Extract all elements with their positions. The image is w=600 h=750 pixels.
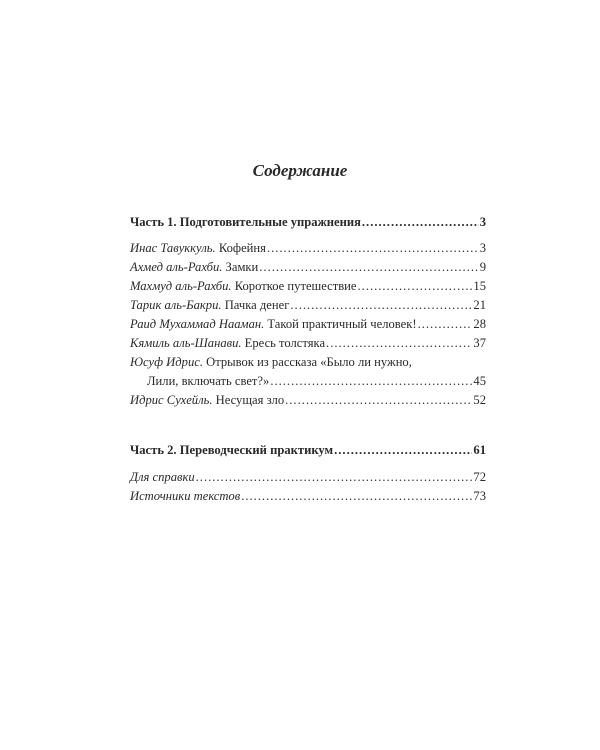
toc-page-number: 9 — [479, 260, 486, 274]
toc-author: Тарик аль-Бакри. — [130, 298, 222, 312]
toc-work: Пачка денег — [221, 298, 290, 312]
toc-section-part1 — [130, 213, 486, 232]
leader-dots — [362, 213, 479, 232]
toc-author: Инас Тавуккуль. — [130, 241, 216, 255]
toc-section-part2 — [130, 441, 486, 460]
leader-dots — [326, 334, 472, 353]
toc-page-number: 15 — [473, 279, 486, 293]
toc-part1-heading[interactable] — [130, 213, 486, 232]
toc-work: Замки — [222, 260, 259, 274]
toc-author: Идрис Сухейль. — [130, 393, 213, 407]
toc-part-label: Часть 1. Подготовительные упражнения — [130, 215, 361, 229]
toc-appendix-label: Для справки — [130, 470, 195, 484]
toc-work: Короткое путешествие — [231, 279, 357, 293]
leader-dots — [418, 315, 473, 334]
toc-page-number: 72 — [473, 470, 486, 484]
toc-page-number: 3 — [479, 215, 486, 229]
toc-part2-heading[interactable] — [130, 441, 486, 460]
toc-appendix-entry[interactable] — [130, 468, 486, 487]
toc-page-number: 52 — [473, 393, 486, 407]
toc-author: Махмуд аль-Рахби. — [130, 279, 232, 293]
leader-dots — [358, 277, 473, 296]
toc-author: Раид Мухаммад Нааман. — [130, 317, 265, 331]
toc-page-number: 21 — [473, 298, 486, 312]
toc-page-number: 45 — [473, 374, 486, 388]
leader-dots — [267, 239, 479, 258]
toc-work: Ересь толстяка — [241, 336, 326, 350]
toc-author: Юсуф Идрис. — [130, 355, 203, 369]
toc-work: Несущая зло — [212, 393, 285, 407]
toc-entry[interactable] — [130, 239, 486, 258]
toc-entry[interactable] — [130, 277, 486, 296]
toc-section-appendix — [130, 468, 486, 506]
toc-page-number: 37 — [473, 336, 486, 350]
toc-work: Такой практичный человек! — [264, 317, 417, 331]
toc-part-label: Часть 2. Переводческий практикум — [130, 443, 334, 457]
page-title: Содержание — [252, 161, 348, 180]
toc-appendix-label: Источники текстов — [130, 489, 241, 503]
leader-dots — [259, 258, 478, 277]
toc-section-entries — [130, 239, 486, 410]
toc-page-number: 28 — [473, 317, 486, 331]
toc-entry[interactable] — [130, 391, 486, 410]
toc-work: Кофейня — [215, 241, 266, 255]
toc-author: Ахмед аль-Рахби. — [130, 260, 223, 274]
leader-dots — [334, 441, 472, 460]
toc-entry-multiline[interactable] — [130, 353, 486, 391]
toc-page-number: 3 — [479, 241, 486, 255]
toc-page-number: 61 — [473, 443, 486, 457]
toc-work: Отрывок из рассказа «Было ли нужно, — [202, 355, 412, 369]
toc-entry[interactable] — [130, 315, 486, 334]
leader-dots — [196, 468, 473, 487]
toc-entry[interactable] — [130, 296, 486, 315]
leader-dots — [285, 391, 472, 410]
toc-page-number: 73 — [473, 489, 486, 503]
leader-dots — [270, 372, 472, 391]
toc-entry[interactable] — [130, 334, 486, 353]
toc-author: Кямиль аль-Шанави. — [130, 336, 242, 350]
toc-work-continuation: Лили, включать свет?» — [147, 374, 270, 388]
leader-dots — [290, 296, 472, 315]
toc-entry[interactable] — [130, 258, 486, 277]
toc-appendix-entry[interactable] — [130, 487, 486, 506]
leader-dots — [241, 487, 472, 506]
